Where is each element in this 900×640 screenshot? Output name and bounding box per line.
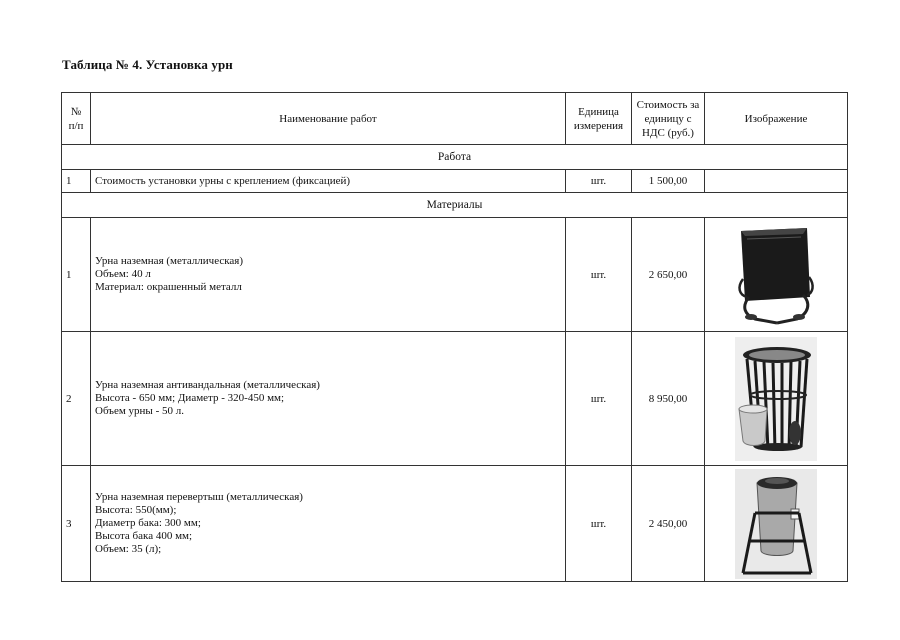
slatted-vandal-proof-bin-image (735, 337, 817, 461)
row-description (91, 466, 566, 582)
row-num: 1 (62, 218, 91, 332)
table-row (62, 332, 848, 466)
desc-line: Урна наземная (металлическая) (95, 255, 244, 267)
section-title-work: Работа (62, 145, 848, 170)
desc-line: Высота бака 400 мм; (95, 530, 193, 542)
works-table (61, 92, 848, 582)
row-image-cell (705, 332, 848, 466)
header-price: Стоимость за единицу с НДС (руб.) (632, 93, 705, 145)
document-title: Таблица № 4. Установка урн (62, 57, 233, 72)
row-price: 2 650,00 (632, 218, 705, 332)
desc-line: Диаметр бака: 300 мм; (95, 517, 201, 529)
table-header-row (62, 93, 848, 145)
desc-line: Объем: 35 (л); (95, 543, 162, 555)
section-row-work (62, 145, 848, 170)
row-unit: шт. (566, 218, 632, 332)
table-row (62, 170, 848, 193)
row-image-cell (705, 218, 848, 332)
desc-line: Объем урны - 50 л. (95, 405, 184, 417)
row-price: 8 950,00 (632, 332, 705, 466)
row-unit: шт. (566, 170, 632, 193)
section-title-materials: Материалы (62, 193, 848, 218)
row-image-cell (705, 466, 848, 582)
row-image-empty (705, 170, 848, 193)
desc-line: Материал: окрашенный металл (95, 281, 242, 293)
header-image: Изображение (705, 93, 848, 145)
tilting-bin-on-frame-image (735, 469, 817, 579)
desc-line: Урна наземная антивандальная (металлическая) (95, 379, 320, 391)
row-unit: шт. (566, 466, 632, 582)
table-row (62, 218, 848, 332)
row-num: 1 (62, 170, 91, 193)
row-name: Стоимость установки урны с креплением (фиксацией) (91, 170, 566, 193)
desc-line: Урна наземная перевертыш (металлическая) (95, 491, 303, 503)
header-name: Наименование работ (91, 93, 566, 145)
desc-line: Объем: 40 л (95, 268, 151, 280)
row-price: 2 450,00 (632, 466, 705, 582)
row-num: 3 (62, 466, 91, 582)
row-description (91, 218, 566, 332)
row-price: 1 500,00 (632, 170, 705, 193)
desc-line: Высота: 550(мм); (95, 504, 177, 516)
header-num: № п/п (62, 93, 91, 145)
desc-line: Высота - 650 мм; Диаметр - 320-450 мм; (95, 392, 285, 404)
black-square-bin-on-stand-image (737, 223, 815, 327)
row-num: 2 (62, 332, 91, 466)
row-description (91, 332, 566, 466)
table-row (62, 466, 848, 582)
section-row-materials (62, 193, 848, 218)
header-unit: Единица измерения (566, 93, 632, 145)
row-unit: шт. (566, 332, 632, 466)
